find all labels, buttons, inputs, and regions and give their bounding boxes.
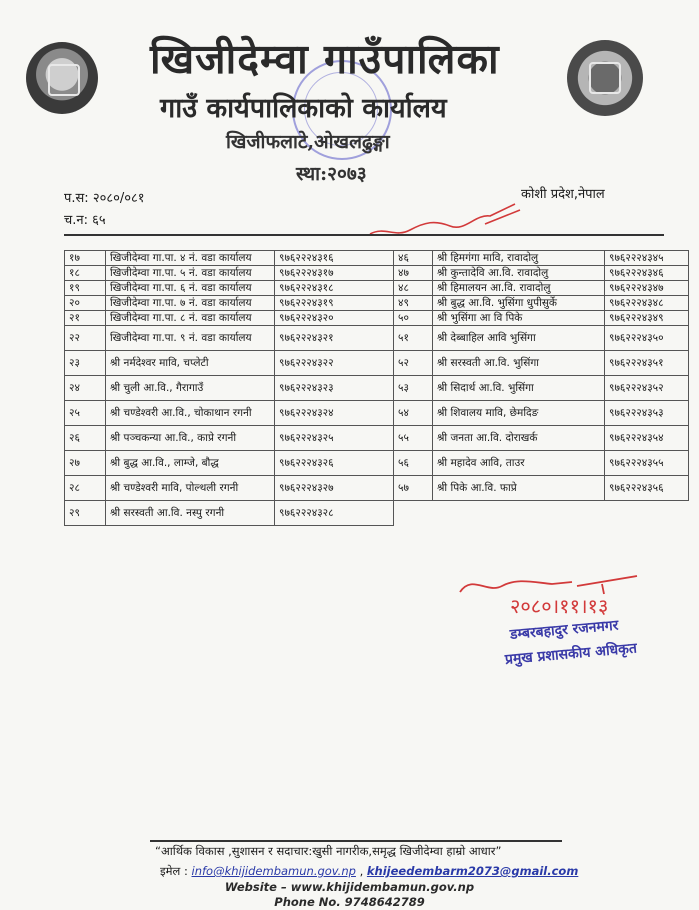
serial-number-cell: ५५ (394, 426, 433, 451)
phone-number-cell: ९७६२२२४३४८ (605, 296, 689, 311)
phone-number-cell: ९७६२२२४३१८ (275, 281, 394, 296)
office-name-cell: श्री कुन्तादेवि आ.वि. रावादोलु (433, 266, 605, 281)
serial-number-cell: २२ (65, 326, 106, 351)
serial-number-cell: २१ (65, 311, 106, 326)
office-name-cell: खिजीदेम्वा गा.पा. ६ नं. वडा कार्यालय (106, 281, 275, 296)
serial-number-cell: १९ (65, 281, 106, 296)
office-name-cell: श्री जनता आ.वि. दोराखर्क (433, 426, 605, 451)
table-row (65, 351, 689, 376)
office-name-cell: श्री सरस्वती आ.वि. भुसिंगा (433, 351, 605, 376)
email-link-gmail[interactable]: khijeedembarm2073@gmail.com (366, 864, 579, 878)
office-name-cell: श्री नर्मदेश्वर मावि, चप्लेटी (106, 351, 275, 376)
table-row (65, 476, 689, 501)
phone-number-cell: ९७६२२२४३५४ (605, 426, 689, 451)
municipality-logo-icon (567, 40, 643, 116)
office-name-cell: श्री बुद्ध आ.वि., लाम्जे, बौद्ध (106, 451, 275, 476)
office-name-cell: श्री हिमगंगा मावि, रावादोलु (433, 251, 605, 266)
serial-number-cell: ५३ (394, 376, 433, 401)
phone-number-cell: ९७६२२२४३१९ (275, 296, 394, 311)
phone-number-cell: ९७६२२२४३१६ (275, 251, 394, 266)
office-name-cell: खिजीदेम्वा गा.पा. ८ नं. वडा कार्यालय (106, 311, 275, 326)
serial-number-cell: ४९ (394, 296, 433, 311)
phone-number-cell: ९७६२२२४३५२ (605, 376, 689, 401)
table-row (65, 311, 689, 326)
phone-number-cell: ९७६२२२४३२१ (275, 326, 394, 351)
reference-number: प.स: २०८०/०८१ (64, 191, 145, 206)
serial-number-cell: ५७ (394, 476, 433, 501)
established-year: स्था:२०७३ (296, 163, 367, 185)
municipality-title: खिजीदेम्वा गाउँपालिका (150, 35, 500, 83)
serial-number-cell: ४८ (394, 281, 433, 296)
phone-number-cell: ९७६२२२४३२६ (275, 451, 394, 476)
table-row (65, 281, 689, 296)
office-name-cell: श्री सिदार्थ आ.वि. भुसिंगा (433, 376, 605, 401)
serial-number-cell: २४ (65, 376, 106, 401)
phone-number-cell: ९७६२२२४३२० (275, 311, 394, 326)
office-name-cell: श्री बुद्ध आ.वि. भुसिंगा धुपीसुर्के (433, 296, 605, 311)
nepal-emblem-icon (26, 42, 98, 114)
phone-number-cell: ९७६२२२४३२३ (275, 376, 394, 401)
table-row (65, 266, 689, 281)
serial-number-cell: ५६ (394, 451, 433, 476)
phone-number-cell: ९७६२२२४३४५ (605, 251, 689, 266)
province-label: कोशी प्रदेश,नेपाल (521, 187, 605, 202)
signature-date: २०८०।११।१३ (510, 594, 609, 618)
office-name-cell: खिजीदेम्वा गा.पा. ४ नं. वडा कार्यालय (106, 251, 275, 266)
table-row (65, 326, 689, 351)
office-title: गाउँ कार्यपालिकाको कार्यालय (160, 93, 447, 124)
office-name-cell: श्री चण्डेश्वरी मावि, पोल्थली रगनी (106, 476, 275, 501)
office-name-cell: श्री पिके आ.वि. फाप्रे (433, 476, 605, 501)
table-row (65, 401, 689, 426)
serial-number-cell: ५१ (394, 326, 433, 351)
serial-number-cell: २० (65, 296, 106, 311)
table-row (65, 376, 689, 401)
footer-motto: “आर्थिक विकास ,सुशासन र सदाचार:खुसी नागरीक,समृद्ध खिजीदेम्वा हाम्रो आधार” (155, 844, 502, 858)
phone-number-cell: ९७६२२२४३२५ (275, 426, 394, 451)
office-name-cell: श्री चण्डेश्वरी आ.वि., चोकाथान रगनी (106, 401, 275, 426)
phone-number-cell: ९७६२२२४३२७ (275, 476, 394, 501)
table-row (65, 451, 689, 476)
serial-number-cell: ५२ (394, 351, 433, 376)
email-label: इमेल : (160, 864, 188, 878)
officer-title: प्रमुख प्रशासकीय अधिकृत (504, 640, 638, 668)
header-divider (64, 234, 664, 236)
phone-number-cell: ९७६२२२४३२२ (275, 351, 394, 376)
office-name-cell: खिजीदेम्वा गा.पा. ५ नं. वडा कार्यालय (106, 266, 275, 281)
serial-number-cell: ४६ (394, 251, 433, 266)
footer-phone: Phone No. 9748642789 (274, 895, 425, 909)
office-name-cell: श्री शिवालय मावि, छेमदिङ (433, 401, 605, 426)
email-link-official[interactable]: info@khijidembamun.gov.np (191, 864, 356, 878)
office-name-cell: खिजीदेम्वा गा.पा. ९ नं. वडा कार्यालय (106, 326, 275, 351)
serial-number-cell: २९ (65, 501, 106, 526)
serial-number-cell (394, 501, 433, 526)
phone-number-cell: ९७६२२२४३४६ (605, 266, 689, 281)
phone-number-cell: ९७६२२२४३५१ (605, 351, 689, 376)
phone-number-cell: ९७६२२२४३५५ (605, 451, 689, 476)
contact-table (64, 250, 689, 526)
serial-number-cell: २७ (65, 451, 106, 476)
dispatch-number: च.न: ६५ (64, 213, 106, 228)
office-name-cell (433, 501, 605, 526)
table-row (65, 501, 689, 526)
phone-number-cell: ९७६२२२४३१७ (275, 266, 394, 281)
footer-email-line (160, 864, 578, 879)
table-row (65, 296, 689, 311)
phone-number-cell: ९७६२२२४३५६ (605, 476, 689, 501)
office-name-cell: श्री पञ्चकन्या आ.वि., काप्रे रगनी (106, 426, 275, 451)
office-name-cell: श्री सरस्वती आ.वि. नस्पु रगनी (106, 501, 275, 526)
phone-number-cell (605, 501, 689, 526)
phone-number-cell: ९७६२२२४३५३ (605, 401, 689, 426)
phone-number-cell: ९७६२२२४३४७ (605, 281, 689, 296)
footer-divider (150, 840, 562, 842)
office-location: खिजीफलाटे,ओखलढुङ्गा (226, 131, 390, 153)
serial-number-cell: २५ (65, 401, 106, 426)
officer-name: डम्बरबहादुर रजनमगर (509, 617, 620, 643)
phone-number-cell: ९७६२२२४३२८ (275, 501, 394, 526)
serial-number-cell: २८ (65, 476, 106, 501)
table-row (65, 251, 689, 266)
phone-number-cell: ९७६२२२४३५० (605, 326, 689, 351)
office-name-cell: श्री भुसिंगा आ वि पिके (433, 311, 605, 326)
serial-number-cell: ४७ (394, 266, 433, 281)
serial-number-cell: १८ (65, 266, 106, 281)
serial-number-cell: १७ (65, 251, 106, 266)
phone-number-cell: ९७६२२२४३२४ (275, 401, 394, 426)
phone-number-cell: ९७६२२२४३४९ (605, 311, 689, 326)
serial-number-cell: २६ (65, 426, 106, 451)
office-name-cell: श्री देब्बाहिल आवि भुसिंगा (433, 326, 605, 351)
office-name-cell: श्री चुली आ.वि., गैरागाउँ (106, 376, 275, 401)
serial-number-cell: ५० (394, 311, 433, 326)
office-name-cell: श्री महादेव आवि, ताउर (433, 451, 605, 476)
table-row (65, 426, 689, 451)
serial-number-cell: २३ (65, 351, 106, 376)
footer-website[interactable]: Website – www.khijidembamun.gov.np (224, 880, 475, 894)
serial-number-cell: ५४ (394, 401, 433, 426)
email-separator: , (359, 864, 364, 878)
office-name-cell: खिजीदेम्वा गा.पा. ७ नं. वडा कार्यालय (106, 296, 275, 311)
office-name-cell: श्री हिमालयन आ.वि. रावादोलु (433, 281, 605, 296)
